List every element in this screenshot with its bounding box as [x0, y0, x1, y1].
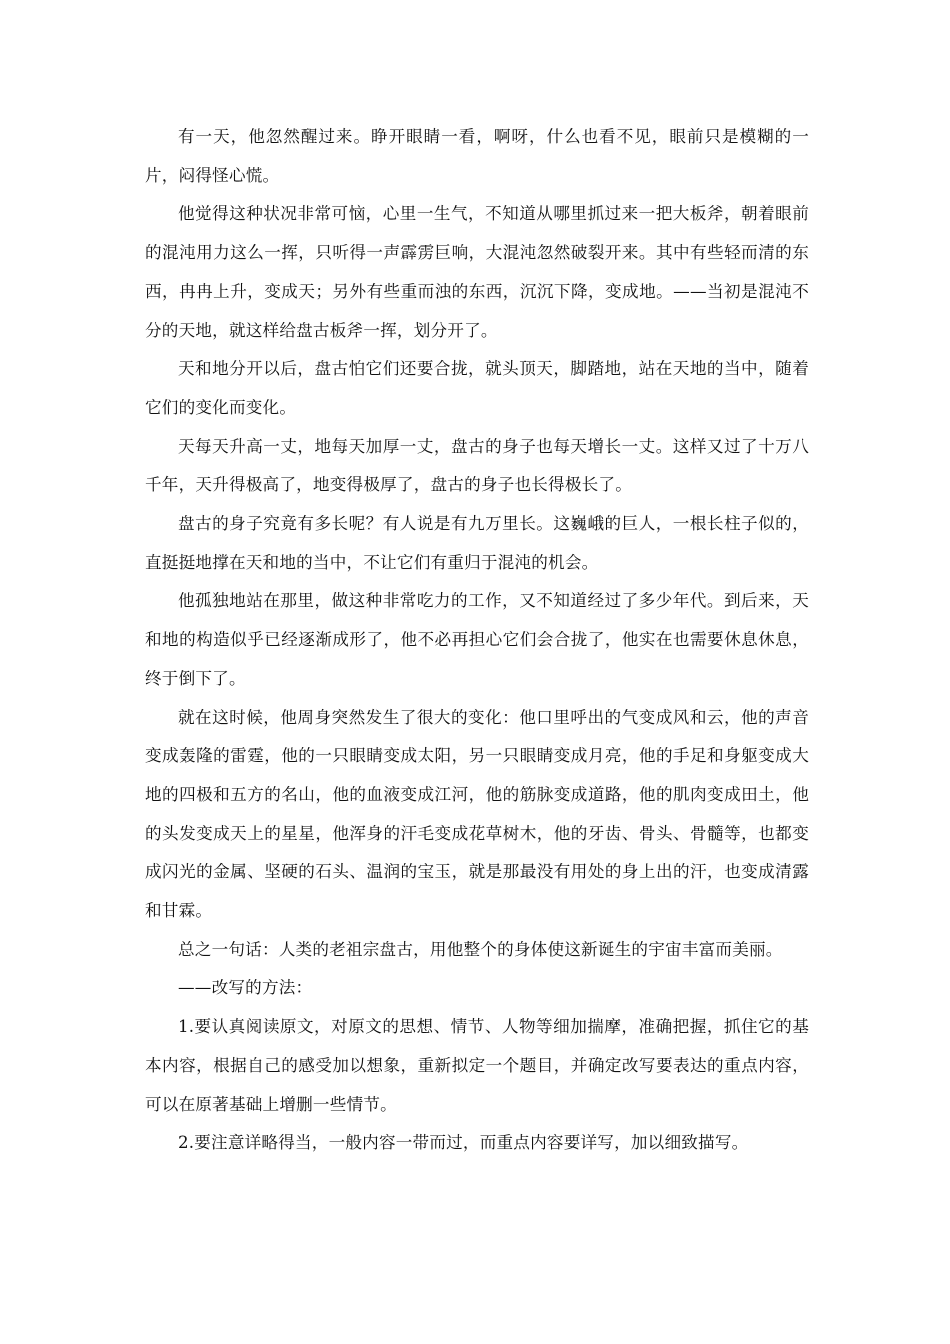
body-text	[145, 118, 809, 1163]
paragraph-8: 总之一句话：人类的老祖宗盘古，用他整个的身体使这新诞生的宇宙丰富而美丽。	[178, 939, 783, 959]
paragraph-7: 就在这时候，他周身突然发生了很大的变化：他口里呼出的气变成风和云，他的声音变成轰隆的雷霆，他的一只眼睛变成太阳，另一只眼睛变成月亮，他的手足和身躯变成大地的四极和五方的名山，他的血液变成江河，他的筋脉变成道路，他的肌肉变成田土，他的头发变成天上的星星，他浑身的汗毛变成花草树木，他的牙齿、骨头、骨髓等，也都变成闪光的金属、坚硬的石头、温润的宝玉，就是那最没有用处的身上出的汗，也变成清露和甘霖。	[145, 707, 809, 921]
section-heading-rewrite-methods: ——改写的方法：	[178, 978, 313, 998]
paragraph-4: 天每天升高一丈，地每天加厚一丈，盘古的身子也每天增长一丈。这样又过了十万八千年，天升得极高了，地变得极厚了，盘古的身子也长得极长了。	[145, 436, 809, 495]
paragraph-5: 盘古的身子究竟有多长呢？有人说是有九万里长。这巍峨的巨人，一根长柱子似的，直挺挺地撑在天和地的当中，不让它们有重归于混沌的机会。	[145, 514, 809, 572]
paragraph-1: 有一天，他忽然醒过来。睁开眼睛一看，啊呀，什么也看不见，眼前只是模糊的一片，闷得怪心慌。	[145, 127, 809, 185]
paragraph-6: 他孤独地站在那里，做这种非常吃力的工作，又不知道经过了多少年代。到后来，天和地的构造似乎已经逐渐成形了，他不必再担心它们会合拢了，他实在也需要休息休息，终于倒下了。	[145, 591, 809, 688]
method-item-1: 1.要认真阅读原文，对原文的思想、情节、人物等细加揣摩，准确把握，抓住它的基本内容，根据自己的感受加以想象，重新拟定一个题目，并确定改写要表达的重点内容，可以在原著基础上增删一些情节。	[145, 1017, 809, 1114]
paragraph-2: 他觉得这种状况非常可恼，心里一生气，不知道从哪里抓过来一把大板斧，朝着眼前的混沌用力这么一挥，只听得一声霹雳巨响，大混沌忽然破裂开来。其中有些轻而清的东西，冉冉上升，变成天；另外有些重而浊的东西，沉沉下降，变成地。——当初是混沌不分的天地，就这样给盘古板斧一挥，划分开了。	[145, 204, 809, 340]
paragraph-3: 天和地分开以后，盘古怕它们还要合拢，就头顶天，脚踏地，站在天地的当中，随着它们的变化而变化。	[145, 359, 809, 417]
method-item-2: 2.要注意详略得当，一般内容一带而过，而重点内容要详写，加以细致描写。	[178, 1133, 749, 1153]
